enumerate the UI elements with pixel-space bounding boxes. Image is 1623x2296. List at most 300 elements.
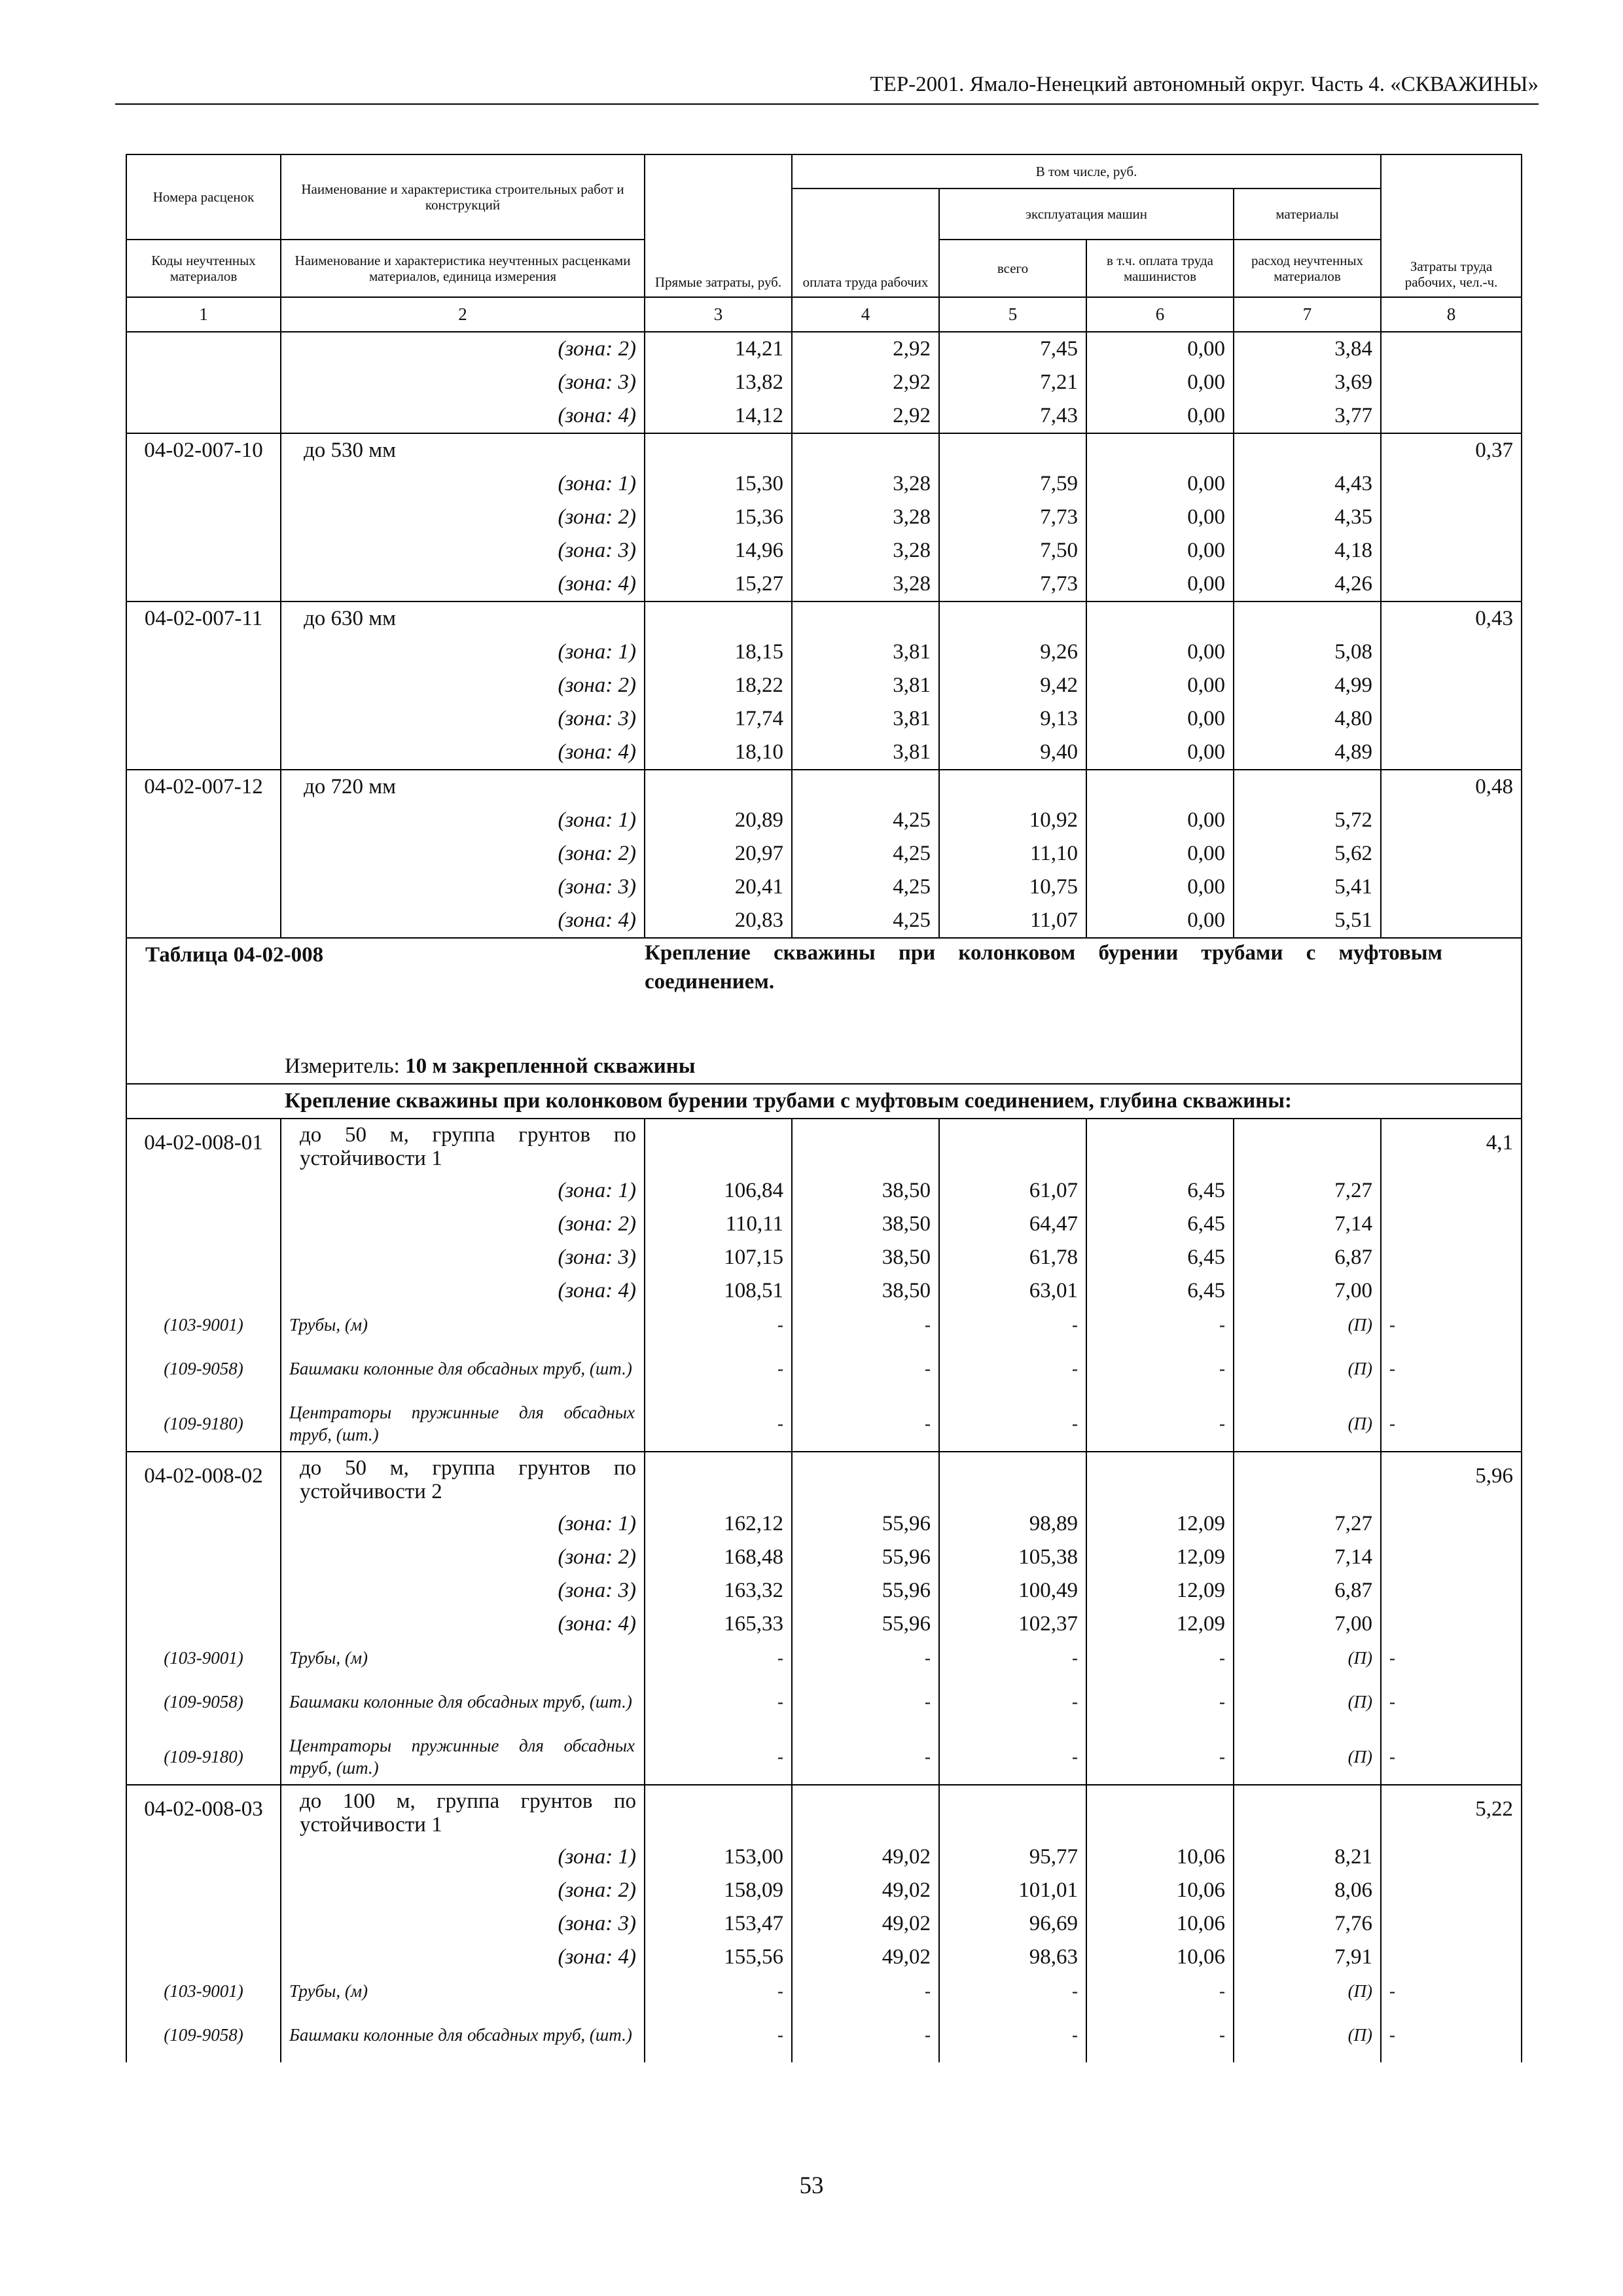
zone-row <box>126 534 1522 567</box>
material-dash: - <box>1086 1641 1234 1674</box>
material-code: (103-9001) <box>126 1974 281 2007</box>
value-cell: 14,21 <box>645 332 792 366</box>
material-name: Башмаки колонные для обсадных труб, (шт.) <box>281 2007 645 2062</box>
value-cell: 5,62 <box>1234 837 1381 870</box>
value-cell <box>939 433 1086 467</box>
labor-cell <box>1381 1274 1522 1308</box>
material-dash: - <box>939 2007 1086 2062</box>
labor-cell <box>1381 1874 1522 1907</box>
value-cell: 153,47 <box>645 1907 792 1941</box>
labor-cell <box>1381 702 1522 736</box>
zone-row <box>126 1241 1522 1274</box>
value-cell: 165,33 <box>645 1607 792 1641</box>
zone-label: (зона: 2) <box>281 332 645 366</box>
value-cell: 9,40 <box>939 736 1086 770</box>
value-cell: 49,02 <box>792 1874 939 1907</box>
zone-row <box>126 1274 1522 1308</box>
zone-label: (зона: 3) <box>281 1907 645 1941</box>
value-cell: 7,00 <box>1234 1607 1381 1641</box>
material-dash: - <box>939 1674 1086 1729</box>
material-dash: - <box>939 1341 1086 1396</box>
zone-row <box>126 1574 1522 1607</box>
value-cell <box>645 601 792 636</box>
value-cell: 38,50 <box>792 1208 939 1241</box>
value-cell <box>1086 433 1234 467</box>
section-row <box>126 1084 1522 1119</box>
section-title: Крепление скважины при колонковом бурении трубами с муфтовым соединением, глубина скважины: <box>281 1084 1522 1119</box>
material-name: Центраторы пружинные для обсадных труб, (шт.) <box>281 1396 645 1452</box>
rate-row <box>126 1452 1522 1507</box>
value-cell <box>792 433 939 467</box>
zone-row <box>126 669 1522 702</box>
value-cell <box>1234 1452 1381 1507</box>
value-cell: 4,80 <box>1234 702 1381 736</box>
value-cell: 107,15 <box>645 1241 792 1274</box>
value-cell: 38,50 <box>792 1174 939 1208</box>
zone-label: (зона: 3) <box>281 1241 645 1274</box>
zone-label: (зона: 1) <box>281 804 645 837</box>
col6-header: в т.ч. оплата труда машинистов <box>1086 240 1234 297</box>
rate-code: 04-02-007-11 <box>126 601 281 636</box>
zone-row <box>126 736 1522 770</box>
col-number: 5 <box>939 297 1086 332</box>
value-cell: 155,56 <box>645 1941 792 1974</box>
col5-header: всего <box>939 240 1086 297</box>
table2-label: Таблица 04-02-008 <box>126 938 645 1050</box>
labor-cell <box>1381 567 1522 601</box>
value-cell: 20,41 <box>645 870 792 904</box>
value-cell: 18,22 <box>645 669 792 702</box>
value-cell: 0,00 <box>1086 804 1234 837</box>
labor-cell <box>1381 1507 1522 1541</box>
code-cell <box>126 1840 281 1874</box>
value-cell <box>1086 601 1234 636</box>
code-cell <box>126 332 281 366</box>
material-dash: - <box>1086 1396 1234 1452</box>
value-cell: 7,21 <box>939 366 1086 399</box>
rates-table <box>126 154 1522 2062</box>
value-cell <box>1234 1119 1381 1174</box>
value-cell: 49,02 <box>792 1941 939 1974</box>
code-cell <box>126 669 281 702</box>
value-cell: 49,02 <box>792 1840 939 1874</box>
value-cell: 8,06 <box>1234 1874 1381 1907</box>
value-cell: 10,06 <box>1086 1941 1234 1974</box>
rate-name: до 50 м, группа грунтов по устойчивости 2 <box>281 1452 645 1507</box>
zone-row <box>126 1607 1522 1641</box>
value-cell: 6,45 <box>1086 1274 1234 1308</box>
code-cell <box>126 1174 281 1208</box>
value-cell: 4,43 <box>1234 467 1381 501</box>
code-cell <box>126 837 281 870</box>
material-dash: - <box>645 1641 792 1674</box>
code-cell <box>126 399 281 433</box>
zone-label: (зона: 3) <box>281 534 645 567</box>
value-cell: 3,84 <box>1234 332 1381 366</box>
labor-cell <box>1381 1208 1522 1241</box>
measure-label: Измеритель: <box>285 1054 406 1078</box>
rate-row <box>126 1119 1522 1174</box>
page-header: ТЕР-2001. Ямало-Ненецкий автономный округ. Часть 4. «СКВАЖИНЫ» <box>115 65 1539 105</box>
value-cell: 49,02 <box>792 1907 939 1941</box>
value-cell: 158,09 <box>645 1874 792 1907</box>
zone-row <box>126 1174 1522 1208</box>
value-cell: 98,63 <box>939 1941 1086 1974</box>
value-cell: 9,13 <box>939 702 1086 736</box>
material-code: (109-9180) <box>126 1729 281 1785</box>
value-cell: 2,92 <box>792 399 939 433</box>
zone-label: (зона: 3) <box>281 870 645 904</box>
code-cell <box>126 870 281 904</box>
material-code: (109-9058) <box>126 2007 281 2062</box>
zone-row <box>126 366 1522 399</box>
labor-cell <box>1381 534 1522 567</box>
value-cell: 12,09 <box>1086 1541 1234 1574</box>
col1-bottom-header: Коды неучтенных материалов <box>126 240 281 297</box>
col8-header: Затраты труда рабочих, чел.-ч. <box>1381 154 1522 297</box>
code-cell <box>126 804 281 837</box>
value-cell: 163,32 <box>645 1574 792 1607</box>
value-cell <box>792 1119 939 1174</box>
rate-row <box>126 770 1522 804</box>
value-cell: 3,81 <box>792 669 939 702</box>
zone-row <box>126 804 1522 837</box>
rate-code: 04-02-007-12 <box>126 770 281 804</box>
value-cell: 17,74 <box>645 702 792 736</box>
rate-name: до 720 мм <box>281 770 645 804</box>
zone-label: (зона: 2) <box>281 1874 645 1907</box>
labor-cell <box>1381 669 1522 702</box>
value-cell: 153,00 <box>645 1840 792 1874</box>
zone-label: (зона: 3) <box>281 366 645 399</box>
value-cell <box>1086 1119 1234 1174</box>
code-cell <box>126 1941 281 1974</box>
value-cell: 0,00 <box>1086 904 1234 938</box>
value-cell: 5,72 <box>1234 804 1381 837</box>
code-cell <box>126 636 281 669</box>
code-cell <box>126 736 281 770</box>
value-cell: 106,84 <box>645 1174 792 1208</box>
material-dash: - <box>645 1729 792 1785</box>
zone-label: (зона: 4) <box>281 736 645 770</box>
value-cell: 0,00 <box>1086 669 1234 702</box>
zone-row <box>126 1541 1522 1574</box>
labor-cell <box>1381 1541 1522 1574</box>
value-cell <box>645 433 792 467</box>
value-cell: 102,37 <box>939 1607 1086 1641</box>
rate-row <box>126 601 1522 636</box>
material-code: (103-9001) <box>126 1641 281 1674</box>
material-dash: - <box>792 2007 939 2062</box>
value-cell: 12,09 <box>1086 1507 1234 1541</box>
zone-label: (зона: 4) <box>281 1941 645 1974</box>
zone-label: (зона: 4) <box>281 567 645 601</box>
value-cell: 13,82 <box>645 366 792 399</box>
rate-code: 04-02-008-02 <box>126 1452 281 1507</box>
col4-header: оплата труда рабочих <box>792 188 939 297</box>
col-number: 3 <box>645 297 792 332</box>
labor-cell <box>1381 1941 1522 1974</box>
value-cell: 3,81 <box>792 736 939 770</box>
value-cell: 3,81 <box>792 702 939 736</box>
value-cell: 0,00 <box>1086 332 1234 366</box>
material-dash: - <box>645 2007 792 2062</box>
value-cell: 3,77 <box>1234 399 1381 433</box>
zone-label: (зона: 1) <box>281 467 645 501</box>
zone-label: (зона: 1) <box>281 1174 645 1208</box>
col7-header: расход неучтенных материалов <box>1234 240 1381 297</box>
zone-row <box>126 332 1522 366</box>
value-cell <box>939 601 1086 636</box>
zone-row <box>126 501 1522 534</box>
code-cell <box>126 1241 281 1274</box>
value-cell: 10,06 <box>1086 1907 1234 1941</box>
material-dash: - <box>939 1396 1086 1452</box>
value-cell: 3,28 <box>792 467 939 501</box>
col1-top-header: Номера расценок <box>126 154 281 240</box>
value-cell: 15,36 <box>645 501 792 534</box>
zone-label: (зона: 4) <box>281 904 645 938</box>
labor-cell: 0,43 <box>1381 601 1522 636</box>
labor-cell <box>1381 366 1522 399</box>
labor-cell <box>1381 904 1522 938</box>
material-p: (П) <box>1234 1729 1381 1785</box>
value-cell: 2,92 <box>792 332 939 366</box>
material-p: (П) <box>1234 1974 1381 2007</box>
value-cell: 63,01 <box>939 1274 1086 1308</box>
zone-label: (зона: 1) <box>281 1507 645 1541</box>
rate-row <box>126 1785 1522 1840</box>
value-cell: 2,92 <box>792 366 939 399</box>
material-dash: - <box>792 1729 939 1785</box>
value-cell <box>792 601 939 636</box>
value-cell: 7,00 <box>1234 1274 1381 1308</box>
rate-code: 04-02-008-01 <box>126 1119 281 1174</box>
value-cell: 10,75 <box>939 870 1086 904</box>
value-cell: 5,41 <box>1234 870 1381 904</box>
material-row <box>126 1641 1522 1674</box>
material-dash: - <box>1086 1974 1234 2007</box>
value-cell <box>1234 433 1381 467</box>
value-cell: 4,89 <box>1234 736 1381 770</box>
rate-name: до 630 мм <box>281 601 645 636</box>
material-dash: - <box>645 1974 792 2007</box>
value-cell: 55,96 <box>792 1574 939 1607</box>
value-cell: 15,27 <box>645 567 792 601</box>
value-cell: 4,18 <box>1234 534 1381 567</box>
labor-cell <box>1381 501 1522 534</box>
material-name: Трубы, (м) <box>281 1641 645 1674</box>
value-cell: 4,25 <box>792 837 939 870</box>
measure-spacer <box>126 1050 281 1084</box>
material-p: (П) <box>1234 2007 1381 2062</box>
value-cell: 3,69 <box>1234 366 1381 399</box>
value-cell: 55,96 <box>792 1541 939 1574</box>
value-cell: 108,51 <box>645 1274 792 1308</box>
code-cell <box>126 1541 281 1574</box>
materials-header: материалы <box>1234 188 1381 240</box>
rate-code: 04-02-007-10 <box>126 433 281 467</box>
col-number: 6 <box>1086 297 1234 332</box>
header-row-1 <box>126 154 1522 188</box>
value-cell <box>645 1452 792 1507</box>
value-cell: 0,00 <box>1086 366 1234 399</box>
zone-label: (зона: 2) <box>281 669 645 702</box>
value-cell <box>939 1785 1086 1840</box>
material-dash: - <box>645 1341 792 1396</box>
value-cell: 98,89 <box>939 1507 1086 1541</box>
zone-label: (зона: 2) <box>281 837 645 870</box>
labor-cell <box>1381 1607 1522 1641</box>
labor-cell: 4,1 <box>1381 1119 1522 1174</box>
value-cell: 7,50 <box>939 534 1086 567</box>
value-cell: 18,15 <box>645 636 792 669</box>
value-cell: 55,96 <box>792 1607 939 1641</box>
code-cell <box>126 1874 281 1907</box>
value-cell: 12,09 <box>1086 1574 1234 1607</box>
value-cell: 7,27 <box>1234 1507 1381 1541</box>
code-cell <box>126 467 281 501</box>
material-name: Трубы, (м) <box>281 1308 645 1341</box>
value-cell: 168,48 <box>645 1541 792 1574</box>
code-cell <box>126 1574 281 1607</box>
value-cell: 20,97 <box>645 837 792 870</box>
value-cell: 12,09 <box>1086 1607 1234 1641</box>
code-cell <box>126 1507 281 1541</box>
value-cell: 4,25 <box>792 870 939 904</box>
value-cell: 0,00 <box>1086 534 1234 567</box>
value-cell <box>792 770 939 804</box>
material-code: (103-9001) <box>126 1308 281 1341</box>
zone-row <box>126 567 1522 601</box>
material-row <box>126 1396 1522 1452</box>
code-cell <box>126 1274 281 1308</box>
material-dash: - <box>645 1674 792 1729</box>
material-row <box>126 1341 1522 1396</box>
value-cell: 5,51 <box>1234 904 1381 938</box>
material-row <box>126 2007 1522 2062</box>
zone-label: (зона: 4) <box>281 1607 645 1641</box>
value-cell: 3,81 <box>792 636 939 669</box>
value-cell <box>939 1119 1086 1174</box>
labor-cell <box>1381 467 1522 501</box>
material-dash: - <box>1381 1674 1522 1729</box>
rate-name: до 530 мм <box>281 433 645 467</box>
rate-code: 04-02-008-03 <box>126 1785 281 1840</box>
value-cell: 105,38 <box>939 1541 1086 1574</box>
material-dash: - <box>1381 1308 1522 1341</box>
value-cell: 9,26 <box>939 636 1086 669</box>
measure-value: 10 м закрепленной скважины <box>405 1054 696 1078</box>
code-cell <box>126 366 281 399</box>
col-number: 2 <box>281 297 645 332</box>
value-cell <box>1234 770 1381 804</box>
material-dash: - <box>792 1308 939 1341</box>
labor-cell: 0,37 <box>1381 433 1522 467</box>
machines-header: эксплуатация машин <box>939 188 1234 240</box>
col2-top-header: Наименование и характеристика строительных работ и конструкций <box>281 154 645 240</box>
material-dash: - <box>645 1308 792 1341</box>
value-cell <box>792 1785 939 1840</box>
value-cell: 11,07 <box>939 904 1086 938</box>
material-p: (П) <box>1234 1308 1381 1341</box>
material-code: (109-9058) <box>126 1674 281 1729</box>
rate-row <box>126 433 1522 467</box>
value-cell: 9,42 <box>939 669 1086 702</box>
material-row <box>126 1674 1522 1729</box>
value-cell: 101,01 <box>939 1874 1086 1907</box>
labor-cell: 5,22 <box>1381 1785 1522 1840</box>
value-cell <box>1234 601 1381 636</box>
value-cell: 95,77 <box>939 1840 1086 1874</box>
zone-row <box>126 1907 1522 1941</box>
labor-cell <box>1381 837 1522 870</box>
value-cell: 0,00 <box>1086 567 1234 601</box>
labor-cell <box>1381 332 1522 366</box>
rate-name: до 50 м, группа грунтов по устойчивости 1 <box>281 1119 645 1174</box>
value-cell: 4,35 <box>1234 501 1381 534</box>
value-cell: 14,12 <box>645 399 792 433</box>
table2-title-row <box>126 938 1522 1050</box>
zone-row <box>126 399 1522 433</box>
material-dash: - <box>939 1308 1086 1341</box>
value-cell: 15,30 <box>645 467 792 501</box>
value-cell: 55,96 <box>792 1507 939 1541</box>
value-cell: 0,00 <box>1086 467 1234 501</box>
value-cell: 7,73 <box>939 567 1086 601</box>
col-number: 4 <box>792 297 939 332</box>
material-dash: - <box>792 1974 939 2007</box>
value-cell: 110,11 <box>645 1208 792 1241</box>
labor-cell <box>1381 636 1522 669</box>
zone-label: (зона: 3) <box>281 702 645 736</box>
code-cell <box>126 702 281 736</box>
value-cell: 6,87 <box>1234 1241 1381 1274</box>
zone-label: (зона: 4) <box>281 399 645 433</box>
zone-label: (зона: 4) <box>281 1274 645 1308</box>
value-cell <box>1086 1452 1234 1507</box>
value-cell: 6,45 <box>1086 1174 1234 1208</box>
material-dash: - <box>1086 1674 1234 1729</box>
value-cell: 0,00 <box>1086 837 1234 870</box>
labor-cell <box>1381 1174 1522 1208</box>
rate-name: до 100 м, группа грунтов по устойчивости 1 <box>281 1785 645 1840</box>
incl-header: В том числе, руб. <box>792 154 1381 188</box>
material-dash: - <box>939 1729 1086 1785</box>
zone-label: (зона: 2) <box>281 501 645 534</box>
material-dash: - <box>1086 2007 1234 2062</box>
col3-header: Прямые затраты, руб. <box>645 154 792 297</box>
value-cell: 7,76 <box>1234 1907 1381 1941</box>
value-cell: 10,06 <box>1086 1874 1234 1907</box>
code-cell <box>126 501 281 534</box>
zone-row <box>126 1208 1522 1241</box>
material-dash: - <box>792 1641 939 1674</box>
value-cell: 8,21 <box>1234 1840 1381 1874</box>
value-cell: 61,07 <box>939 1174 1086 1208</box>
labor-cell <box>1381 1840 1522 1874</box>
code-cell <box>126 1907 281 1941</box>
material-dash: - <box>1086 1341 1234 1396</box>
zone-label: (зона: 1) <box>281 636 645 669</box>
measure-row <box>126 1050 1522 1084</box>
value-cell: 3,28 <box>792 534 939 567</box>
material-code: (109-9180) <box>126 1396 281 1452</box>
zone-row <box>126 467 1522 501</box>
page-number: 53 <box>799 2172 824 2199</box>
material-dash: - <box>1381 1729 1522 1785</box>
value-cell: 0,00 <box>1086 399 1234 433</box>
